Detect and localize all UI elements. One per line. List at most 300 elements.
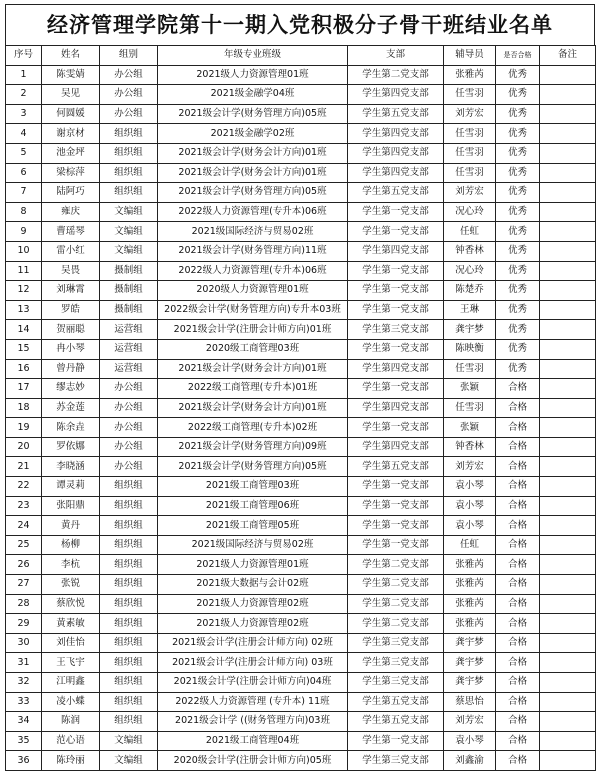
result-cell: 优秀 — [496, 85, 540, 105]
index-cell: 3 — [6, 104, 42, 124]
counselor-cell: 袁小琴 — [444, 731, 496, 751]
table-row — [6, 281, 596, 301]
branch-cell: 学生第二党支部 — [348, 575, 444, 595]
index-cell: 27 — [6, 575, 42, 595]
remark-cell — [540, 398, 596, 418]
index-cell: 6 — [6, 163, 42, 183]
group-cell: 组织组 — [100, 712, 158, 732]
group-cell: 组织组 — [100, 183, 158, 203]
name-cell: 杨柳 — [42, 535, 100, 555]
index-cell: 11 — [6, 261, 42, 281]
table-row — [6, 712, 596, 732]
class-cell: 2021级工商管理04班 — [158, 731, 348, 751]
remark-cell — [540, 104, 596, 124]
name-cell: 刘佳怡 — [42, 633, 100, 653]
table-row — [6, 535, 596, 555]
group-cell: 组织组 — [100, 124, 158, 144]
group-cell: 办公组 — [100, 65, 158, 85]
index-cell: 22 — [6, 477, 42, 497]
index-cell: 19 — [6, 418, 42, 438]
index-cell: 17 — [6, 379, 42, 399]
group-cell: 摄制组 — [100, 261, 158, 281]
index-cell: 20 — [6, 437, 42, 457]
result-cell: 优秀 — [496, 124, 540, 144]
remark-cell — [540, 359, 596, 379]
index-cell: 25 — [6, 535, 42, 555]
group-cell: 组织组 — [100, 633, 158, 653]
table-row — [6, 104, 596, 124]
counselor-cell: 蔡思怡 — [444, 692, 496, 712]
result-cell: 合格 — [496, 437, 540, 457]
header-cell-branch: 支部 — [348, 46, 444, 66]
result-cell: 合格 — [496, 496, 540, 516]
table-row — [6, 359, 596, 379]
counselor-cell: 任雪羽 — [444, 124, 496, 144]
branch-cell: 学生第一党支部 — [348, 300, 444, 320]
index-cell: 31 — [6, 653, 42, 673]
branch-cell: 学生第四党支部 — [348, 437, 444, 457]
name-cell: 凌小蝶 — [42, 692, 100, 712]
counselor-cell: 任雪羽 — [444, 85, 496, 105]
result-cell: 合格 — [496, 535, 540, 555]
result-cell: 合格 — [496, 633, 540, 653]
remark-cell — [540, 379, 596, 399]
index-cell: 7 — [6, 183, 42, 203]
class-cell: 2021级大数据与会计02班 — [158, 575, 348, 595]
branch-cell: 学生第一党支部 — [348, 222, 444, 242]
counselor-cell: 张雅芮 — [444, 65, 496, 85]
remark-cell — [540, 594, 596, 614]
result-cell: 合格 — [496, 731, 540, 751]
roster-table — [5, 45, 596, 771]
name-cell: 陈雯婧 — [42, 65, 100, 85]
class-cell: 2021级工商管理06班 — [158, 496, 348, 516]
remark-cell — [540, 751, 596, 771]
index-cell: 23 — [6, 496, 42, 516]
group-cell: 文编组 — [100, 222, 158, 242]
result-cell: 优秀 — [496, 222, 540, 242]
branch-cell: 学生第四党支部 — [348, 85, 444, 105]
result-cell: 合格 — [496, 457, 540, 477]
result-cell: 优秀 — [496, 202, 540, 222]
index-cell: 26 — [6, 555, 42, 575]
branch-cell: 学生第四党支部 — [348, 163, 444, 183]
table-row — [6, 183, 596, 203]
branch-cell: 学生第三党支部 — [348, 751, 444, 771]
group-cell: 办公组 — [100, 379, 158, 399]
name-cell: 雷小红 — [42, 241, 100, 261]
group-cell: 办公组 — [100, 457, 158, 477]
branch-cell: 学生第一党支部 — [348, 516, 444, 536]
branch-cell: 学生第二党支部 — [348, 614, 444, 634]
counselor-cell: 袁小琴 — [444, 496, 496, 516]
remark-cell — [540, 712, 596, 732]
branch-cell: 学生第二党支部 — [348, 65, 444, 85]
class-cell: 2021级会计学(财务管理方向)05班 — [158, 457, 348, 477]
table-row — [6, 418, 596, 438]
counselor-cell: 龚宇梦 — [444, 653, 496, 673]
counselor-cell: 刘芳宏 — [444, 183, 496, 203]
result-cell: 优秀 — [496, 241, 540, 261]
name-cell: 蔡欣悦 — [42, 594, 100, 614]
class-cell: 2021级国际经济与贸易02班 — [158, 222, 348, 242]
name-cell: 何圆媛 — [42, 104, 100, 124]
index-cell: 16 — [6, 359, 42, 379]
name-cell: 黄素敏 — [42, 614, 100, 634]
class-cell: 2021级会计学(财务管理方向)11班 — [158, 241, 348, 261]
table-row — [6, 398, 596, 418]
index-cell: 33 — [6, 692, 42, 712]
group-cell: 组织组 — [100, 653, 158, 673]
name-cell: 谢京材 — [42, 124, 100, 144]
remark-cell — [540, 143, 596, 163]
table-row — [6, 692, 596, 712]
index-cell: 4 — [6, 124, 42, 144]
branch-cell: 学生第四党支部 — [348, 241, 444, 261]
class-cell: 2021级人力资源管理02班 — [158, 614, 348, 634]
table-body — [6, 65, 596, 770]
name-cell: 苏金莲 — [42, 398, 100, 418]
name-cell: 吴畏 — [42, 261, 100, 281]
name-cell: 黄丹 — [42, 516, 100, 536]
group-cell: 文编组 — [100, 202, 158, 222]
class-cell: 2022级工商管理(专升本)02班 — [158, 418, 348, 438]
group-cell: 组织组 — [100, 614, 158, 634]
result-cell: 合格 — [496, 653, 540, 673]
remark-cell — [540, 281, 596, 301]
name-cell: 李杭 — [42, 555, 100, 575]
branch-cell: 学生第四党支部 — [348, 124, 444, 144]
remark-cell — [540, 183, 596, 203]
remark-cell — [540, 418, 596, 438]
name-cell: 雍庆 — [42, 202, 100, 222]
class-cell: 2022级人力资源管理(专升本)06班 — [158, 261, 348, 281]
table-row — [6, 124, 596, 144]
index-cell: 28 — [6, 594, 42, 614]
branch-cell: 学生第一党支部 — [348, 339, 444, 359]
counselor-cell: 任雪羽 — [444, 359, 496, 379]
table-row — [6, 65, 596, 85]
class-cell: 2021级会计学(财务管理方向)05班 — [158, 183, 348, 203]
index-cell: 10 — [6, 241, 42, 261]
counselor-cell: 袁小琴 — [444, 516, 496, 536]
class-cell: 2021级会计学(注册会计师方向)04班 — [158, 673, 348, 693]
result-cell: 合格 — [496, 516, 540, 536]
result-cell: 合格 — [496, 379, 540, 399]
remark-cell — [540, 731, 596, 751]
counselor-cell: 王琳 — [444, 300, 496, 320]
table-row — [6, 261, 596, 281]
result-cell: 优秀 — [496, 143, 540, 163]
counselor-cell: 张雅芮 — [444, 575, 496, 595]
branch-cell: 学生第二党支部 — [348, 555, 444, 575]
class-cell: 2021级会计学(注册会计师方向) 02班 — [158, 633, 348, 653]
class-cell: 2021级会计学(财务会计方向)01班 — [158, 359, 348, 379]
table-row — [6, 731, 596, 751]
group-cell: 办公组 — [100, 437, 158, 457]
class-cell: 2021级会计学 ((财务管理方向)03班 — [158, 712, 348, 732]
counselor-cell: 任虹 — [444, 222, 496, 242]
class-cell: 2020级会计学(注册会计师方向)05班 — [158, 751, 348, 771]
group-cell: 办公组 — [100, 104, 158, 124]
remark-cell — [540, 496, 596, 516]
counselor-cell: 任雪羽 — [444, 398, 496, 418]
counselor-cell: 龚宇梦 — [444, 633, 496, 653]
name-cell: 张阳鼎 — [42, 496, 100, 516]
branch-cell: 学生第三党支部 — [348, 633, 444, 653]
index-cell: 5 — [6, 143, 42, 163]
counselor-cell: 张雅芮 — [444, 555, 496, 575]
remark-cell — [540, 614, 596, 634]
index-cell: 2 — [6, 85, 42, 105]
branch-cell: 学生第一党支部 — [348, 379, 444, 399]
remark-cell — [540, 692, 596, 712]
index-cell: 29 — [6, 614, 42, 634]
table-row — [6, 594, 596, 614]
remark-cell — [540, 241, 596, 261]
class-cell: 2021级金融学02班 — [158, 124, 348, 144]
name-cell: 陈余垚 — [42, 418, 100, 438]
result-cell: 合格 — [496, 751, 540, 771]
class-cell: 2021级会计学(财务管理方向)09班 — [158, 437, 348, 457]
group-cell: 组织组 — [100, 516, 158, 536]
table-row — [6, 241, 596, 261]
remark-cell — [540, 300, 596, 320]
index-cell: 9 — [6, 222, 42, 242]
counselor-cell: 刘芳宏 — [444, 457, 496, 477]
remark-cell — [540, 437, 596, 457]
table-row — [6, 379, 596, 399]
counselor-cell: 龚宇梦 — [444, 320, 496, 340]
table-row — [6, 653, 596, 673]
remark-cell — [540, 261, 596, 281]
table-row — [6, 614, 596, 634]
table-row — [6, 202, 596, 222]
group-cell: 组织组 — [100, 535, 158, 555]
name-cell: 刘琳霄 — [42, 281, 100, 301]
header-cell-index: 序号 — [6, 46, 42, 66]
table-row — [6, 163, 596, 183]
branch-cell: 学生第二党支部 — [348, 594, 444, 614]
index-cell: 12 — [6, 281, 42, 301]
group-cell: 办公组 — [100, 398, 158, 418]
branch-cell: 学生第一党支部 — [348, 261, 444, 281]
class-cell: 2021级工商管理05班 — [158, 516, 348, 536]
counselor-cell: 况心玲 — [444, 261, 496, 281]
table-row — [6, 143, 596, 163]
result-cell: 优秀 — [496, 261, 540, 281]
result-cell: 合格 — [496, 575, 540, 595]
name-cell: 冉小琴 — [42, 339, 100, 359]
result-cell: 合格 — [496, 418, 540, 438]
index-cell: 36 — [6, 751, 42, 771]
index-cell: 35 — [6, 731, 42, 751]
counselor-cell: 任雪羽 — [444, 143, 496, 163]
remark-cell — [540, 339, 596, 359]
table-row — [6, 516, 596, 536]
index-cell: 1 — [6, 65, 42, 85]
name-cell: 罗皓 — [42, 300, 100, 320]
result-cell: 合格 — [496, 712, 540, 732]
result-cell: 优秀 — [496, 104, 540, 124]
result-cell: 合格 — [496, 555, 540, 575]
group-cell: 摄制组 — [100, 300, 158, 320]
result-cell: 优秀 — [496, 359, 540, 379]
table-row — [6, 437, 596, 457]
header-cell-remark: 备注 — [540, 46, 596, 66]
branch-cell: 学生第五党支部 — [348, 183, 444, 203]
class-cell: 2021级国际经济与贸易02班 — [158, 535, 348, 555]
counselor-cell: 陈楚乔 — [444, 281, 496, 301]
group-cell: 组织组 — [100, 575, 158, 595]
table-row — [6, 496, 596, 516]
table-row — [6, 673, 596, 693]
remark-cell — [540, 457, 596, 477]
index-cell: 24 — [6, 516, 42, 536]
table-row — [6, 633, 596, 653]
class-cell: 2021级人力资源管理01班 — [158, 65, 348, 85]
counselor-cell: 张颖 — [444, 418, 496, 438]
counselor-cell: 陈映衡 — [444, 339, 496, 359]
result-cell: 优秀 — [496, 183, 540, 203]
result-cell: 合格 — [496, 477, 540, 497]
name-cell: 贺丽聪 — [42, 320, 100, 340]
class-cell: 2022级人力资源管理(专升本)06班 — [158, 202, 348, 222]
index-cell: 34 — [6, 712, 42, 732]
counselor-cell: 袁小琴 — [444, 477, 496, 497]
branch-cell: 学生第五党支部 — [348, 457, 444, 477]
remark-cell — [540, 202, 596, 222]
class-cell: 2021级会计学(财务会计方向)01班 — [158, 398, 348, 418]
name-cell: 缪志妙 — [42, 379, 100, 399]
branch-cell: 学生第一党支部 — [348, 281, 444, 301]
counselor-cell: 刘鑫渝 — [444, 751, 496, 771]
table-row — [6, 320, 596, 340]
group-cell: 组织组 — [100, 496, 158, 516]
group-cell: 文编组 — [100, 731, 158, 751]
branch-cell: 学生第一党支部 — [348, 496, 444, 516]
branch-cell: 学生第五党支部 — [348, 104, 444, 124]
branch-cell: 学生第五党支部 — [348, 692, 444, 712]
group-cell: 组织组 — [100, 673, 158, 693]
class-cell: 2020级人力资源管理01班 — [158, 281, 348, 301]
name-cell: 罗依娜 — [42, 437, 100, 457]
table-header-row — [6, 46, 596, 66]
remark-cell — [540, 477, 596, 497]
remark-cell — [540, 124, 596, 144]
counselor-cell: 任雪羽 — [444, 163, 496, 183]
table-row — [6, 222, 596, 242]
counselor-cell: 龚宇梦 — [444, 673, 496, 693]
remark-cell — [540, 320, 596, 340]
index-cell: 15 — [6, 339, 42, 359]
result-cell: 合格 — [496, 594, 540, 614]
result-cell: 优秀 — [496, 339, 540, 359]
remark-cell — [540, 516, 596, 536]
index-cell: 13 — [6, 300, 42, 320]
name-cell: 陈润 — [42, 712, 100, 732]
result-cell: 合格 — [496, 614, 540, 634]
result-cell: 合格 — [496, 398, 540, 418]
table-row — [6, 555, 596, 575]
result-cell: 优秀 — [496, 163, 540, 183]
table-row — [6, 339, 596, 359]
branch-cell: 学生第四党支部 — [348, 398, 444, 418]
class-cell: 2021级工商管理03班 — [158, 477, 348, 497]
name-cell: 陈玲丽 — [42, 751, 100, 771]
name-cell: 范心语 — [42, 731, 100, 751]
counselor-cell: 张雅芮 — [444, 594, 496, 614]
counselor-cell: 刘芳宏 — [444, 712, 496, 732]
group-cell: 文编组 — [100, 241, 158, 261]
branch-cell: 学生第四党支部 — [348, 359, 444, 379]
counselor-cell: 张颖 — [444, 379, 496, 399]
group-cell: 运营组 — [100, 359, 158, 379]
class-cell: 2022级工商管理(专升本)01班 — [158, 379, 348, 399]
name-cell: 张锐 — [42, 575, 100, 595]
table-row — [6, 85, 596, 105]
index-cell: 18 — [6, 398, 42, 418]
group-cell: 办公组 — [100, 418, 158, 438]
class-cell: 2021级金融学04班 — [158, 85, 348, 105]
class-cell: 2021级人力资源管理02班 — [158, 594, 348, 614]
result-cell: 优秀 — [496, 65, 540, 85]
branch-cell: 学生第三党支部 — [348, 653, 444, 673]
class-cell: 2021级人力资源管理01班 — [158, 555, 348, 575]
counselor-cell: 张雅芮 — [444, 614, 496, 634]
table-row — [6, 477, 596, 497]
page-title: 经济管理学院第十一期入党积极分子骨干班结业名单 — [5, 4, 595, 45]
name-cell: 梁棕萍 — [42, 163, 100, 183]
index-cell: 30 — [6, 633, 42, 653]
counselor-cell: 任虹 — [444, 535, 496, 555]
name-cell: 吴见 — [42, 85, 100, 105]
branch-cell: 学生第三党支部 — [348, 673, 444, 693]
group-cell: 组织组 — [100, 477, 158, 497]
remark-cell — [540, 673, 596, 693]
counselor-cell: 钟香林 — [444, 437, 496, 457]
name-cell: 曹瑶琴 — [42, 222, 100, 242]
table-row — [6, 751, 596, 771]
result-cell: 合格 — [496, 673, 540, 693]
index-cell: 8 — [6, 202, 42, 222]
class-cell: 2021级会计学(财务会计方向)01班 — [158, 143, 348, 163]
remark-cell — [540, 535, 596, 555]
remark-cell — [540, 633, 596, 653]
remark-cell — [540, 555, 596, 575]
class-cell: 2021级会计学(注册会计师方向)01班 — [158, 320, 348, 340]
table-row — [6, 457, 596, 477]
header-cell-class: 年级专业班级 — [158, 46, 348, 66]
result-cell: 合格 — [496, 692, 540, 712]
group-cell: 组织组 — [100, 163, 158, 183]
group-cell: 办公组 — [100, 85, 158, 105]
class-cell: 2021级会计学(财务管理方向)05班 — [158, 104, 348, 124]
header-cell-group: 组别 — [100, 46, 158, 66]
branch-cell: 学生第一党支部 — [348, 477, 444, 497]
name-cell: 陆阿巧 — [42, 183, 100, 203]
counselor-cell: 刘芳宏 — [444, 104, 496, 124]
branch-cell: 学生第五党支部 — [348, 712, 444, 732]
class-cell: 2022级人力资源管理 (专升本) 11班 — [158, 692, 348, 712]
header-cell-result: 是否合格 — [496, 46, 540, 66]
remark-cell — [540, 65, 596, 85]
remark-cell — [540, 85, 596, 105]
branch-cell: 学生第四党支部 — [348, 143, 444, 163]
name-cell: 曾丹静 — [42, 359, 100, 379]
group-cell: 组织组 — [100, 555, 158, 575]
name-cell: 谭灵莉 — [42, 477, 100, 497]
